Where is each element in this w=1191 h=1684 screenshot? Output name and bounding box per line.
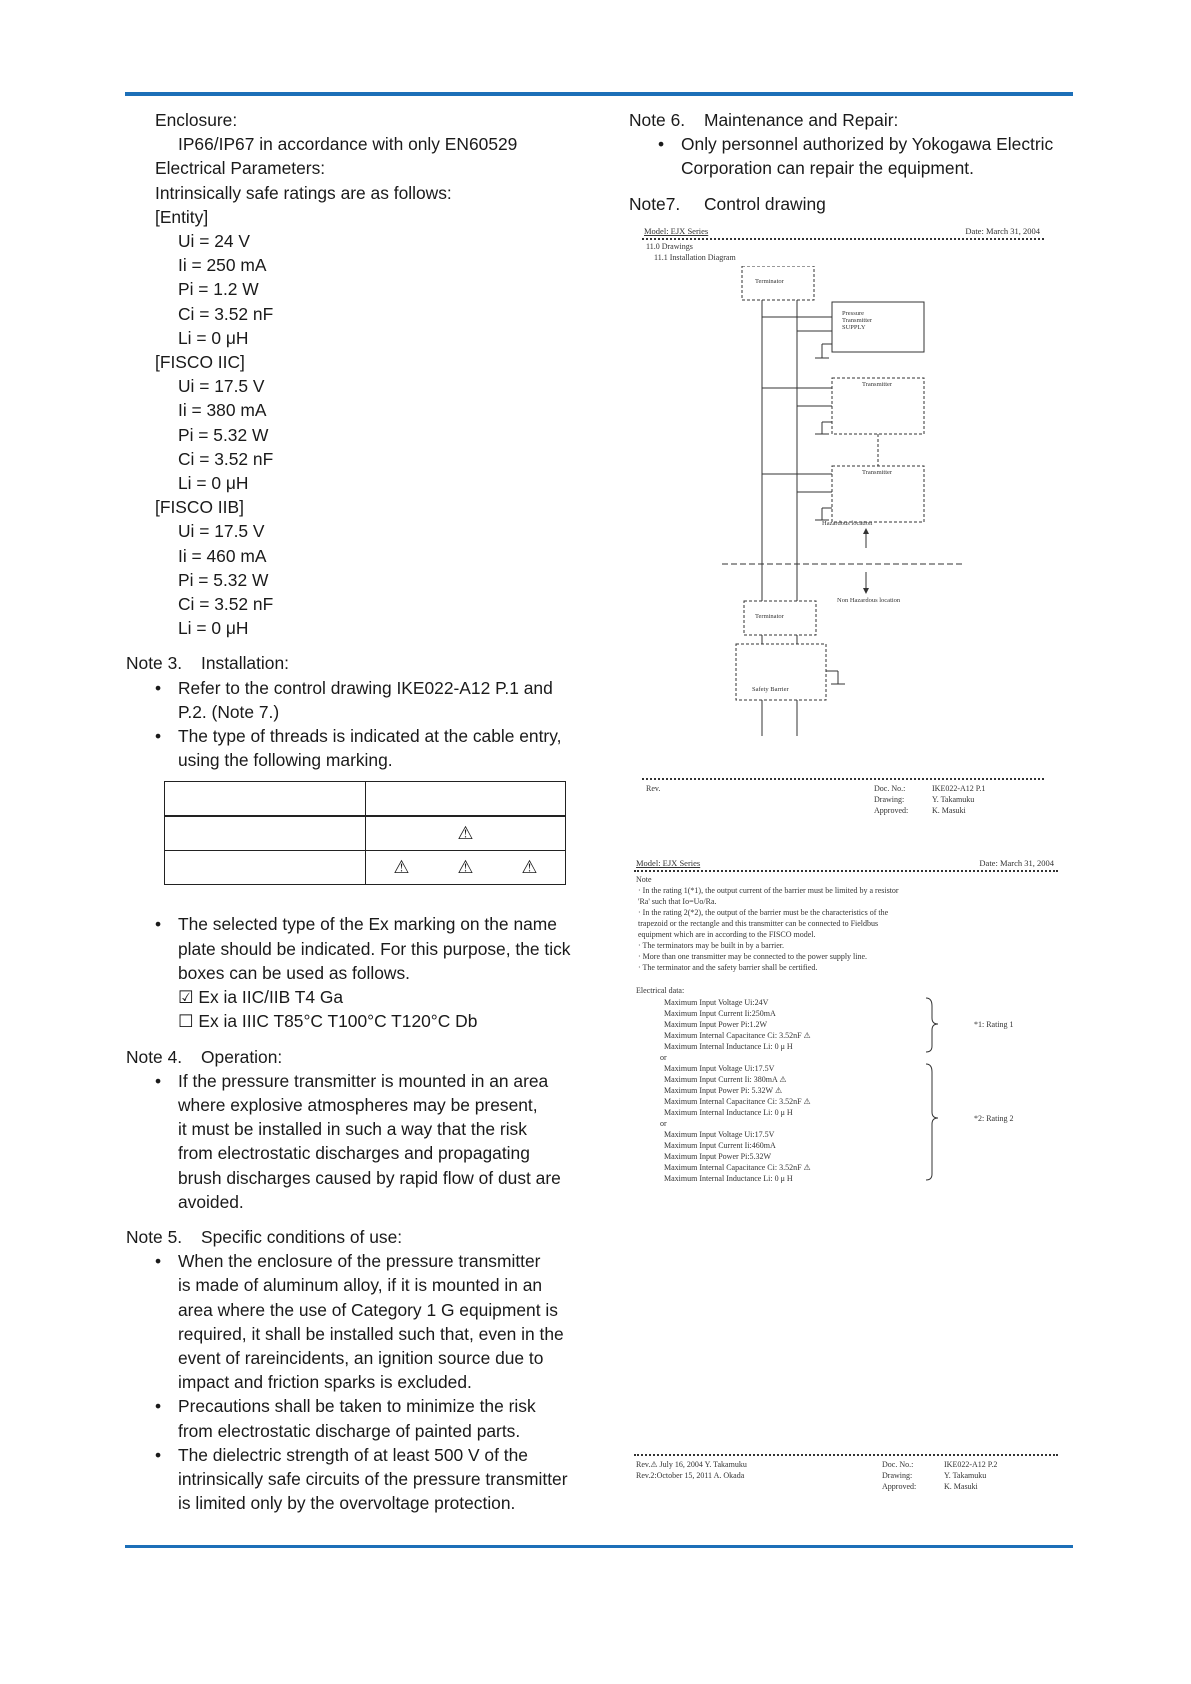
table-cell	[366, 816, 566, 851]
right-column	[629, 108, 1079, 216]
entity-li: Li = 0 μH	[178, 327, 249, 348]
top-rule	[125, 92, 1073, 96]
electrical-data-label: Electrical data:	[636, 986, 685, 995]
sheet1-approved-label: Approved:	[874, 806, 909, 815]
table-cell	[366, 851, 566, 885]
group1-line: Maximum Internal Capacitance Ci: 3.52nF ⚠	[664, 1031, 811, 1040]
group3-line: Maximum Input Current Ii:460mA	[664, 1141, 776, 1150]
terminator-label-top: Terminator	[755, 278, 784, 285]
entity-pi: Pi = 1.2 W	[178, 279, 259, 300]
note5-bullet1-line1: • When the enclosure of the pressure transmitter	[126, 1249, 586, 1273]
note5-bullet3-line3: is limited only by the overvoltage protection.	[178, 1493, 516, 1514]
tick-box-ga: ☑ Ex ia IIC/IIB T4 Ga	[178, 987, 344, 1008]
note5-bullet1-line6: impact and friction sparks is excluded.	[178, 1372, 472, 1393]
sheet2-note-line: trapezoid or the rectangle and this transmitter can be connected to Fieldbus	[638, 919, 879, 928]
sheet2-doc-no: IKE022-A12 P.2	[944, 1460, 998, 1469]
fisco-iib-ii: Ii = 460 mA	[178, 545, 267, 566]
note3-bullet2-line1: • The type of threads is indicated at the cable entry,	[126, 724, 586, 748]
note3-heading	[126, 651, 586, 675]
note4-bullet1-line4: from electrostatic discharges and propagating	[178, 1143, 530, 1164]
warning-triangle-icon: ⚠	[521, 857, 538, 877]
entity-ci: Ci = 3.52 nF	[178, 303, 274, 324]
sheet2-note-line: · More than one transmitter may be connected to the power supply line.	[638, 952, 868, 961]
note6-heading	[629, 108, 1079, 132]
terminator-label-bottom: Terminator	[755, 613, 784, 620]
group2-line: Maximum Internal Capacitance Ci: 3.52nF ⚠	[664, 1097, 811, 1106]
sheet2-rev1: Rev.⚠ July 16, 2004 Y. Takamuku	[636, 1460, 747, 1469]
group2-line: Maximum Internal Inductance Li: 0 μ H	[664, 1108, 793, 1117]
note4-heading	[126, 1045, 586, 1069]
sheet2-drawing: Y. Takamuku	[944, 1471, 987, 1480]
non-hazardous-location-label: Non Hazardous location	[837, 597, 901, 604]
fisco-iib-pi: Pi = 5.32 W	[178, 569, 269, 590]
rating2-label: *2: Rating 2	[974, 1114, 1014, 1123]
fisco-iib-label: [FISCO IIB]	[155, 497, 244, 518]
note3-number: Note 3.	[126, 653, 183, 674]
sheet1-doc-no: IKE022-A12 P.1	[932, 784, 986, 793]
warning-triangle-icon: ⚠	[457, 857, 474, 877]
electrical-label: Electrical Parameters:	[155, 158, 326, 179]
group2-line: Maximum Input Voltage Ui:17.5V	[664, 1064, 775, 1073]
note5-number: Note 5.	[126, 1226, 183, 1247]
sheet1-footer	[642, 778, 1044, 815]
note3-bullet1-line2: P.2. (Note 7.)	[178, 701, 280, 722]
enclosure-value: IP66/IP67 in accordance with only EN60529	[178, 134, 518, 155]
note3-bullet2-line2: using the following marking.	[178, 750, 393, 771]
note5-bullet1-line4: required, it shall be installed such that, even in the	[178, 1323, 564, 1344]
sheet2-note-line: 'Ra' such that Io=Uo/Ra.	[638, 897, 717, 906]
sheet1-drawing: Y. Takamuku	[932, 795, 975, 804]
note6-title: Maintenance and Repair:	[704, 110, 899, 130]
group2-line: Maximum Input Power Pi: 5.32W ⚠	[664, 1086, 783, 1095]
entity-ui: Ui = 24 V	[178, 231, 251, 252]
note4-title: Operation:	[201, 1046, 283, 1067]
brace-rating1	[926, 998, 938, 1052]
sheet2-drawing-label: Drawing:	[882, 1471, 913, 1480]
note6-bullet1-line2: Corporation can repair the equipment.	[681, 158, 974, 179]
group3-line: Maximum Input Power Pi:5.32W	[664, 1152, 772, 1161]
note5-bullet1-line2: is made of aluminum alloy, if it is mounted in an	[178, 1275, 543, 1296]
sheet2-note-line: · The terminators may be built in by a barrier.	[638, 941, 785, 950]
note3-bullet3-line3: boxes can be used as follows.	[178, 962, 411, 983]
sheet2-note-label: Note	[636, 875, 652, 884]
sheet1-section-drawings: 11.0 Drawings	[646, 242, 693, 251]
table-row	[165, 782, 566, 817]
brace-rating2	[926, 1064, 938, 1180]
or-separator: or	[660, 1053, 667, 1062]
sheet1-drawing-label: Drawing:	[874, 795, 905, 804]
fisco-iic-ci: Ci = 3.52 nF	[178, 448, 274, 469]
sheet1-approved: K. Masuki	[932, 806, 966, 815]
group1-line: Maximum Input Current Ii:250mA	[664, 1009, 776, 1018]
fisco-iic-label: [FISCO IIC]	[155, 352, 245, 373]
note3-title: Installation:	[201, 653, 289, 674]
note4-bullet1-line1: • If the pressure transmitter is mounted in an area	[126, 1069, 586, 1093]
fisco-iic-pi: Pi = 5.32 W	[178, 424, 269, 445]
sheet1-header	[642, 226, 1044, 240]
intrinsic-label: Intrinsically safe ratings are as follows:	[155, 182, 452, 203]
sheet1-model: Model: EJX Series	[644, 226, 709, 236]
note7-title: Control drawing	[704, 193, 826, 214]
table-cell	[165, 782, 366, 817]
note7-number: Note7.	[629, 193, 681, 214]
table-row	[165, 851, 566, 885]
group3-line: Maximum Input Voltage Ui:17.5V	[664, 1130, 775, 1139]
note4-bullet1-line6: avoided.	[178, 1191, 244, 1212]
hazardous-location-label: Hazardous location	[822, 520, 873, 527]
group1-line: Maximum Internal Inductance Li: 0 μ H	[664, 1042, 793, 1051]
note7-heading	[629, 192, 1079, 216]
sheet1-date: Date: March 31, 2004	[965, 226, 1040, 236]
note5-bullet1-line5: event of rareincidents, an ignition source due to	[178, 1347, 544, 1368]
sheet1-rev: Rev.	[646, 784, 661, 793]
fisco-iic-ii: Ii = 380 mA	[178, 400, 267, 421]
sheet2-approved: K. Masuki	[944, 1482, 978, 1491]
table-cell	[165, 851, 366, 885]
note4-bullet1-line5: brush discharges caused by rapid flow of dust are	[178, 1167, 561, 1188]
sheet1-doc-no-label: Doc. No.:	[874, 784, 906, 793]
note5-bullet1-line3: area where the use of Category 1 G equipment is	[178, 1299, 558, 1320]
rating-braces	[922, 994, 952, 1194]
sheet2-note-line: equipment which are in according to the FISCO model.	[638, 930, 816, 939]
installation-diagram-sheet	[642, 226, 1044, 816]
table-row	[165, 816, 566, 851]
note3-bullet1-line1: • Refer to the control drawing IKE022-A12 P.1 and	[126, 676, 586, 700]
sheet2-note-line: · In the rating 2(*2), the output of the barrier must be the characteristics of the	[638, 908, 889, 917]
tick-box-db: ☐ Ex ia IIIC T85°C T100°C T120°C Db	[178, 1011, 478, 1032]
note5-bullet2-line2: from electrostatic discharge of painted parts.	[178, 1420, 521, 1441]
sheet1-section-installation: 11.1 Installation Diagram	[654, 253, 736, 262]
supply-label: SUPPLY	[842, 324, 866, 331]
sheet2-note-line: · In the rating 1(*1), the output current of the barrier must be limited by a resistor	[638, 886, 899, 895]
rating1-label: *1: Rating 1	[974, 1020, 1014, 1029]
or-separator: or	[660, 1119, 667, 1128]
group3-line: Maximum Internal Capacitance Ci: 3.52nF ⚠	[664, 1163, 811, 1172]
note5-heading	[126, 1225, 586, 1249]
entity-ii: Ii = 250 mA	[178, 255, 267, 276]
sheet2-header	[634, 858, 1058, 872]
entity-label: [Entity]	[155, 206, 209, 227]
sheet2-date: Date: March 31, 2004	[979, 858, 1054, 868]
group2-line: Maximum Input Current Ii: 380mA ⚠	[664, 1075, 787, 1084]
group3-line: Maximum Internal Inductance Li: 0 μ H	[664, 1174, 793, 1183]
fisco-iib-ui: Ui = 17.5 V	[178, 521, 265, 542]
sheet2-footer	[634, 1454, 1058, 1491]
note3-bullet3-line2: plate should be indicated. For this purpose, the tick	[178, 938, 571, 959]
note5-title: Specific conditions of use:	[201, 1226, 403, 1247]
sheet2-doc-no-label: Doc. No.:	[882, 1460, 914, 1469]
sheet2-rev2: Rev.2:October 15, 2011 A. Okada	[636, 1471, 745, 1480]
note5-bullet3-line1: • The dielectric strength of at least 500 V of the	[126, 1443, 586, 1467]
transmitter-label-3: Transmitter	[862, 469, 893, 476]
transmitter-label-2: Transmitter	[862, 381, 893, 388]
table-cell	[165, 816, 366, 851]
sheet2-model: Model: EJX Series	[636, 858, 701, 868]
safety-barrier-label: Safety Barrier	[752, 686, 789, 693]
fisco-iib-ci: Ci = 3.52 nF	[178, 594, 274, 615]
note4-bullet1-line3: it must be installed in such a way that the risk	[178, 1119, 527, 1140]
note5-bullet2-line1: • Precautions shall be taken to minimize the risk	[126, 1394, 586, 1418]
note3-bullet3-line1: • The selected type of the Ex marking on the name	[126, 912, 586, 936]
note5-bullet3-line2: intrinsically safe circuits of the pressure transmitter	[178, 1468, 568, 1489]
note6-bullet1-line1: • Only personnel authorized by Yokogawa Electric	[629, 132, 1079, 156]
pressure-transmitter-label: Pressure Transmitter	[842, 310, 873, 324]
sheet2-note-line: · The terminator and the safety barrier shall be certified.	[638, 963, 818, 972]
table-cell	[366, 782, 566, 817]
group1-line: Maximum Input Voltage Ui:24V	[664, 998, 769, 1007]
fisco-iib-li: Li = 0 μH	[178, 618, 249, 639]
sheet2-approved-label: Approved:	[882, 1482, 917, 1491]
arrow-up-icon	[863, 528, 869, 534]
note4-bullet1-line2: where explosive atmospheres may be present,	[178, 1094, 538, 1115]
warning-triangle-icon: ⚠	[457, 823, 474, 843]
fisco-iic-li: Li = 0 μH	[178, 473, 249, 494]
fisco-iic-ui: Ui = 17.5 V	[178, 376, 265, 397]
note4-number: Note 4.	[126, 1046, 183, 1067]
group1-line: Maximum Input Power Pi:1.2W	[664, 1020, 768, 1029]
enclosure-label: Enclosure:	[155, 110, 238, 130]
arrow-down-icon	[863, 588, 869, 594]
warning-triangle-icon: ⚠	[393, 857, 410, 877]
bottom-rule	[125, 1545, 1073, 1548]
electrical-data-sheet	[634, 858, 1058, 1498]
note6-number: Note 6.	[629, 110, 686, 130]
thread-marking-table	[164, 781, 566, 885]
